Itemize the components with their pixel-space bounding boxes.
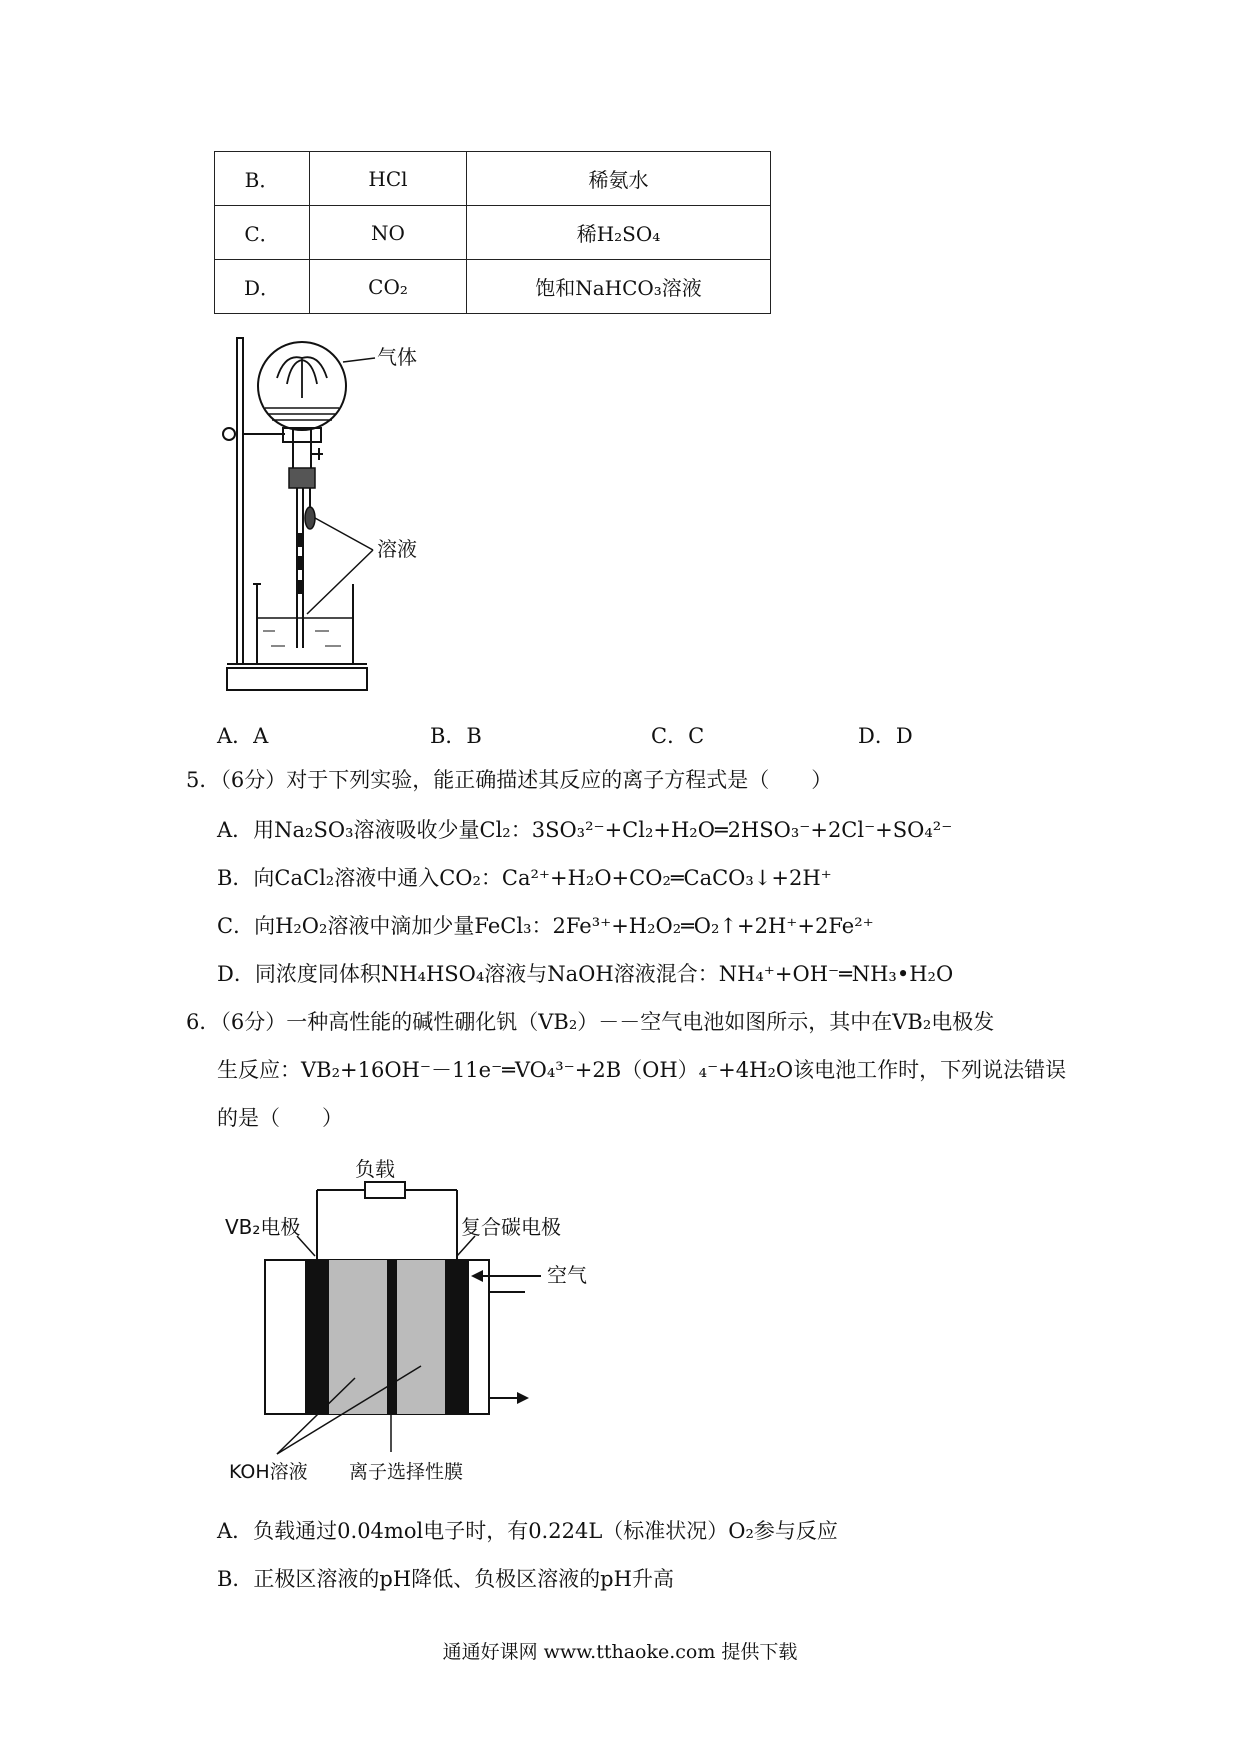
battery-diagram-figure bbox=[225, 1158, 625, 1498]
table-row bbox=[215, 152, 771, 206]
liquid-cell: 稀氨水 bbox=[467, 152, 771, 206]
liquid-cell: 稀H₂SO₄ bbox=[467, 206, 771, 260]
row-label: B． bbox=[215, 152, 310, 206]
row-label: C． bbox=[215, 206, 310, 260]
fountain-apparatus-figure bbox=[215, 328, 445, 698]
gas-cell: HCl bbox=[310, 152, 467, 206]
answer-choice-c: C．C bbox=[651, 724, 705, 748]
air-label: 空气 bbox=[547, 1263, 587, 1287]
table-row bbox=[215, 260, 771, 314]
membrane-label: 离子选择性膜 bbox=[349, 1461, 464, 1483]
carbon-electrode-label: 复合碳电极 bbox=[461, 1215, 561, 1239]
question-5-option-d: D．同浓度同体积NH₄HSO₄溶液与NaOH溶液混合：NH₄⁺+OH⁻═NH₃•H₂O bbox=[217, 962, 954, 986]
vb2-electrode-label: VB₂电极 bbox=[225, 1215, 301, 1239]
question-5-option-b: B．向CaCl₂溶液中通入CO₂：Ca²⁺+H₂O+CO₂═CaCO₃↓+2H⁺ bbox=[217, 866, 832, 890]
koh-solution-label: KOH溶液 bbox=[229, 1461, 308, 1483]
question-5-stem: 5．（6分）对于下列实验，能正确描述其反应的离子方程式是（ ） bbox=[186, 768, 833, 792]
question-6-option-b: B．正极区溶液的pH降低、负极区溶液的pH升高 bbox=[217, 1567, 674, 1591]
liquid-cell: 饱和NaHCO₃溶液 bbox=[467, 260, 771, 314]
question-6-option-a: A．负载通过0.04mol电子时，有0.224L（标准状况）O₂参与反应 bbox=[217, 1519, 838, 1543]
question-6-stem-line-1: 6．（6分）一种高性能的碱性硼化钒（VB₂）－－空气电池如图所示，其中在VB₂电极发 bbox=[186, 1010, 995, 1034]
answer-choice-d: D．D bbox=[858, 724, 913, 748]
answer-choice-a: A．A bbox=[217, 724, 269, 748]
gas-cell: NO bbox=[310, 206, 467, 260]
gas-cell: CO₂ bbox=[310, 260, 467, 314]
table-row bbox=[215, 206, 771, 260]
question-5-option-c: C．向H₂O₂溶液中滴加少量FeCl₃：2Fe³⁺+H₂O₂═O₂↑+2H⁺+2Fe²⁺ bbox=[217, 914, 874, 938]
gas-label: 气体 bbox=[377, 345, 417, 369]
options-table bbox=[214, 151, 771, 314]
footer-watermark: 通通好课网 www.tthaoke.com 提供下载 bbox=[442, 1641, 798, 1663]
load-label: 负载 bbox=[355, 1158, 395, 1181]
answer-choice-b: B．B bbox=[430, 724, 482, 748]
question-6-stem-line-3: 的是（ ） bbox=[217, 1106, 343, 1130]
question-5-option-a: A．用Na₂SO₃溶液吸收少量Cl₂：3SO₃²⁻+Cl₂+H₂O═2HSO₃⁻+2Cl⁻+SO₄²⁻ bbox=[217, 818, 953, 842]
question-6-stem-line-2: 生反应：VB₂+16OH⁻－11e⁻═VO₄³⁻+2B（OH）₄⁻+4H₂O该电池工作时，下列说法错误 bbox=[217, 1058, 1067, 1082]
row-label: D． bbox=[215, 260, 310, 314]
solution-label: 溶液 bbox=[377, 537, 417, 561]
